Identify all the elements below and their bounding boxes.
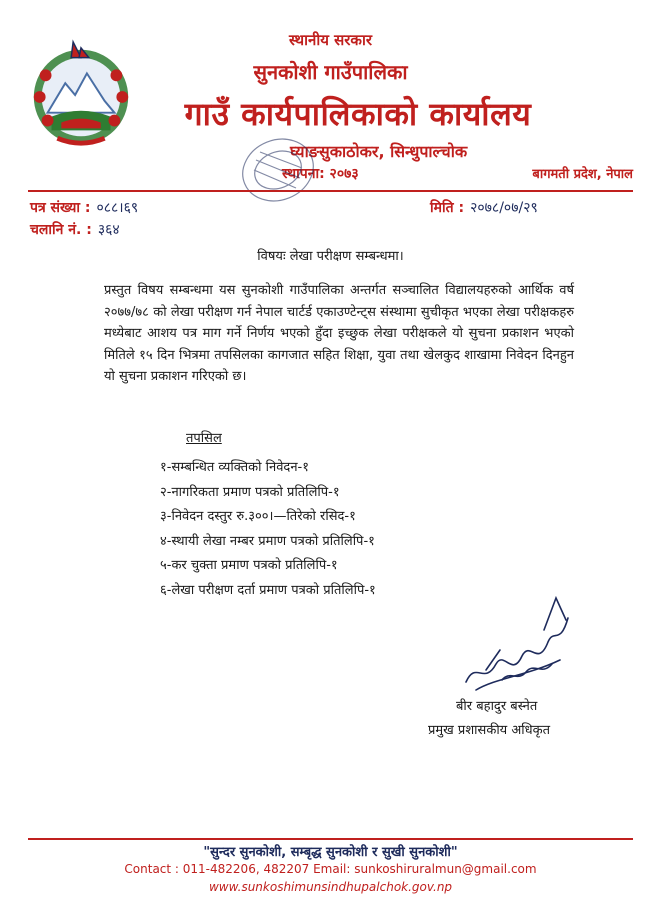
date-value: २०७८/०७/२९ [470, 200, 538, 216]
header-municipality: सुनकोशी गाउँपालिका [253, 60, 408, 84]
letter-subject: विषयः लेखा परीक्षण सम्बन्धमा। [257, 249, 404, 264]
signer-title: प्रमुख प्रशासकीय अधिकृत [428, 723, 551, 738]
header-address: घ्याङसुकाठोकर, सिन्धुपाल्चोक [290, 142, 468, 161]
reference-value: ०८८।६९ [96, 200, 139, 216]
list-item: २-नागरिकता प्रमाण पत्रको प्रतिलिपि-१ [160, 484, 340, 500]
dispatch-number [30, 220, 120, 239]
signer-name: बीर बहादुर बस्नेत [456, 699, 538, 714]
header-province: बागमती प्रदेश, नेपाल [532, 167, 633, 182]
dispatch-label: चलानि नं. : [30, 222, 92, 238]
footer-contact: Contact : 011-482206, 482207 Email: sunkoshiruralmun@gmail.com [124, 862, 537, 876]
list-item: ६-लेखा परीक्षण दर्ता प्रमाण पत्रको प्रतिलिपि-१ [160, 582, 376, 598]
reference-number [30, 198, 138, 217]
list-item: १-सम्बन्धित व्यक्तिको निवेदन-१ [160, 460, 309, 475]
dispatch-value: ३६४ [97, 222, 120, 238]
list-item: ४-स्थायी लेखा नम्बर प्रमाण पत्रको प्रतिलिपि-१ [160, 533, 375, 549]
footer-divider [28, 838, 633, 840]
header-divider [28, 190, 633, 192]
header-local-gov: स्थानीय सरकार [289, 31, 372, 49]
list-item: ३-निवेदन दस्तुर रु.३००।—तिरेको रसिद-१ [160, 509, 356, 524]
handwritten-signature-icon [456, 590, 586, 700]
reference-label: पत्र संख्या : [30, 200, 91, 216]
required-documents-list [160, 456, 376, 603]
schedule-heading: तपसिल [186, 431, 222, 446]
header-office-title: गाउँ कार्यपालिकाको कार्यालय [184, 95, 532, 133]
footer-slogan: "सुन्दर सुनकोशी, सम्बृद्ध सुनकोशी र सुखी सुनकोशी" [203, 845, 458, 860]
header-established: स्थापना: २०७३ [282, 166, 359, 182]
office-stamp-icon [238, 130, 318, 210]
letter-body: प्रस्तुत विषय सम्बन्धमा यस सुनकोशी गाउँपालिका अन्तर्गत सञ्चालित विद्यालयहरुको आर्थिक वर्ष २०७७/७८ को लेखा परीक्षण गर्न नेपाल चार्टर्ड एकाउण्टेन्ट्स संस्थामा सुचीकृत भएका लेखा परीक्षकहरु मध्येबाट आशय पत्र माग गर्ने निर्णय भएको हुँदा इच्छुक लेखा परीक्षकले यो सुचना प्रकाशन भएको मितिले १५ दिन भित्रमा तपसिलका कागजात सहित शिक्षा, युवा तथा खेलकुद शाखामा निवेदन दिनहुन यो सुचना प्रकाशन गरिएको छ। [104, 283, 574, 385]
footer-website: www.sunkoshimunsindhupalchok.gov.np [208, 880, 453, 894]
letter-date [430, 198, 538, 217]
list-item: ५-कर चुक्ता प्रमाण पत्रको प्रतिलिपि-१ [160, 558, 338, 573]
date-label: मिति : [430, 200, 465, 216]
